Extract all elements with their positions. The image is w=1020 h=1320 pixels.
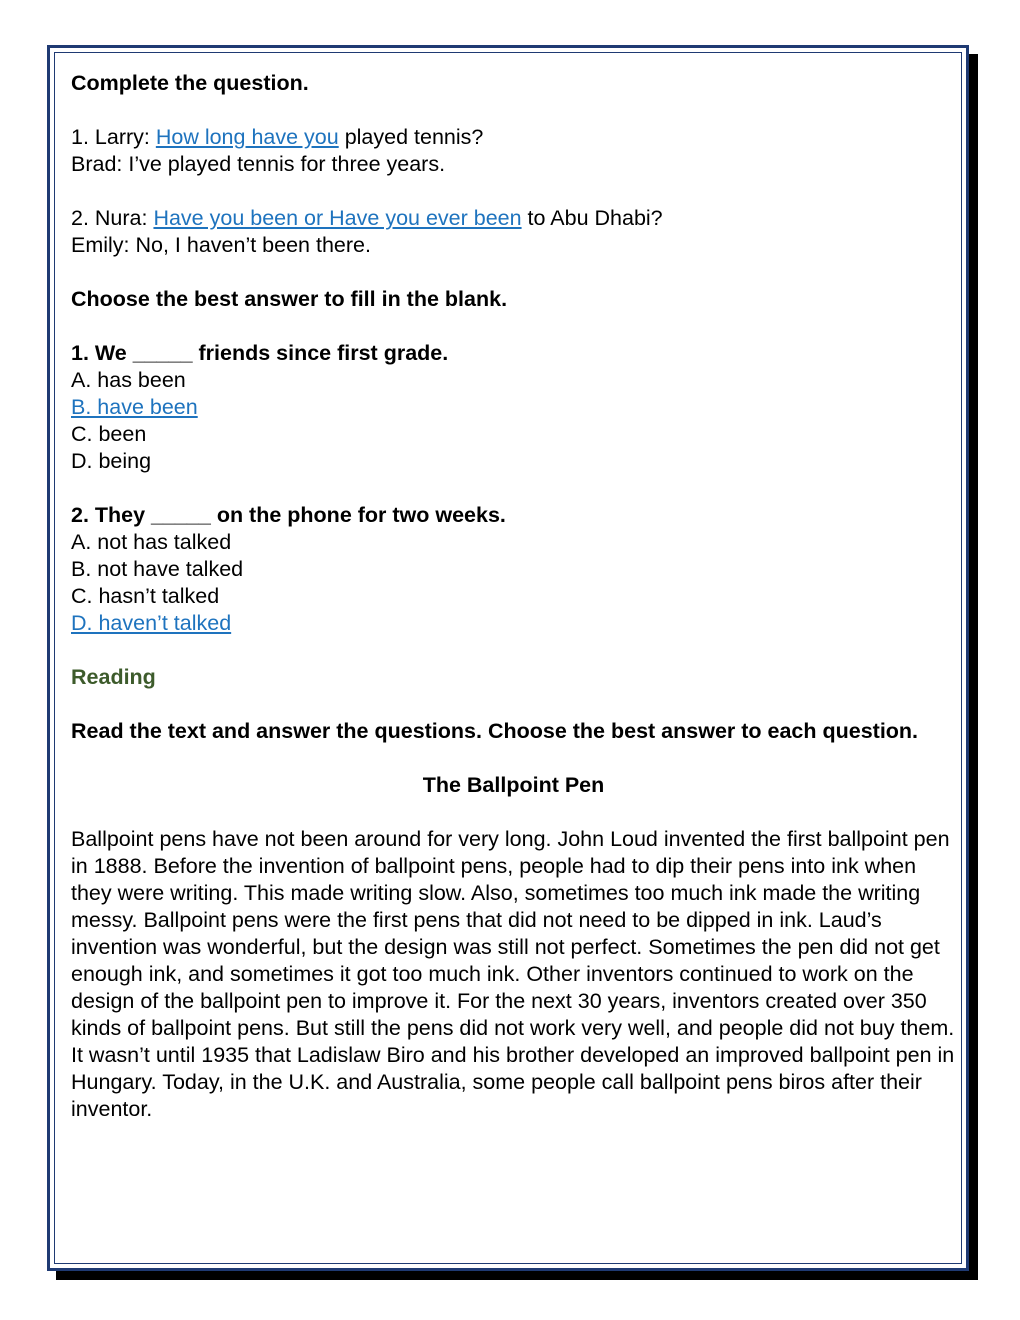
question-suffix: played tennis? (338, 125, 484, 149)
answer-text: How long have you (155, 125, 339, 149)
question-suffix: to Abu Dhabi? (521, 206, 663, 230)
worksheet-content (71, 70, 956, 1123)
reply-line: Brad: I’ve played tennis for three years. (71, 152, 446, 176)
speaker-label: 1. Larry: (71, 125, 156, 149)
passage-title: The Ballpoint Pen (422, 773, 605, 797)
question-line (71, 124, 956, 151)
option-d (71, 610, 956, 637)
reading-instruction: Read the text and answer the questions. Choose the best answer to each question. (71, 719, 919, 743)
speaker-label: 2. Nura: (71, 206, 154, 230)
reply-line: Emily: No, I haven’t been there. (71, 233, 371, 257)
option-d: D. being (71, 449, 152, 473)
question-line (71, 205, 956, 232)
reading-heading: Reading (71, 665, 156, 689)
option-a: A. has been (71, 368, 186, 392)
question-stem: 1. We _____ friends since first grade. (71, 341, 449, 365)
section-heading-choose: Choose the best answer to fill in the blank. (71, 287, 508, 311)
answer-text: Have you been or Have you ever been (153, 206, 522, 230)
option-b (71, 394, 956, 421)
section-heading-complete: Complete the question. (71, 71, 309, 95)
option-c: C. been (71, 422, 147, 446)
option-c: C. hasn’t talked (71, 584, 220, 608)
answer-text: B. have been (71, 395, 198, 419)
answer-text: D. haven’t talked (71, 611, 232, 635)
option-b: B. not have talked (71, 557, 244, 581)
passage-text: Ballpoint pens have not been around for very long. John Loud invented the first ballpoint pen in 1888. Before the invention of ballpoint pens, people had to dip their pens into ink when they were writing. This made writing slow. Also, sometimes too much ink made the writing messy. Ballpoint pens were the first pens that did not need to be dipped in ink. Laud’s invention was wonderful, but the design was still not perfect. Sometimes the pen did not get enough ink, and sometimes it got too much ink. Other inventors continued to work on the design of the ballpoint pen to improve it. For the next 30 years, inventors created over 350 kinds of ballpoint pens. But still the pens did not work very well, and people did not buy them. It wasn’t until 1935 that Ladislaw Biro and his brother developed an improved ballpoint pen in Hungary. Today, in the U.K. and Australia, some people call ballpoint pens biros after their inventor. (71, 827, 955, 1121)
option-a: A. not has talked (71, 530, 232, 554)
question-stem: 2. They _____ on the phone for two weeks. (71, 503, 506, 527)
